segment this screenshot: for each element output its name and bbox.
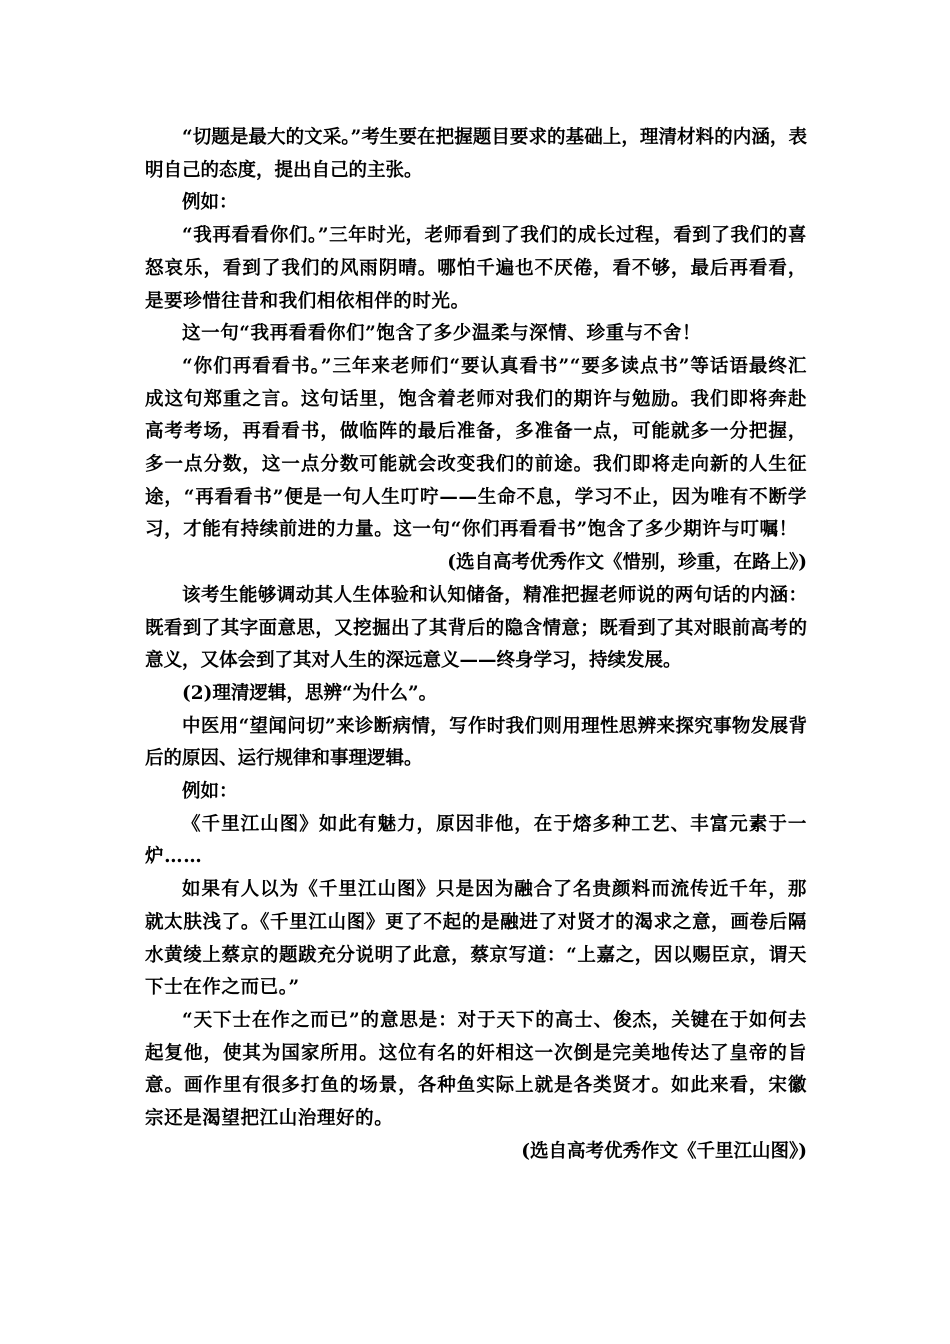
- paragraph-example-quote: “天下士在作之而已”的意思是：对于天下的高士、俊杰，关键在于如何去起复他，使其为国家所用。这位有名的奸相这一次倒是完美地传达了皇帝的旨意。画作里有很多打鱼的场景，各种鱼实际上就是各类贤才。如此来看，宋徽宗还是渴望把江山治理好的。: [145, 1009, 807, 1130]
- paragraph-example-quote: 这一句“我再看看你们”饱含了多少温柔与深情、珍重与不舍！: [182, 323, 702, 345]
- paragraph-example-quote: “我再看看你们。”三年时光，老师看到了我们的成长过程，看到了我们的喜怒哀乐，看到了我们的风雨阴晴。哪怕千遍也不厌倦，看不够，最后再看看，是要珍惜往昔和我们相依相伴的时光。: [145, 225, 807, 312]
- paragraph-commentary: 该考生能够调动其人生体验和认知储备，精准把握老师说的两句话的内涵：既看到了其字面意思，又挖掘出了其背后的隐含情意；既看到了其对眼前高考的意义，又体会到了其对人生的深远意义——终身学习，持续发展。: [145, 584, 807, 672]
- source-citation: (选自高考优秀作文《千里江山图》): [521, 1140, 807, 1162]
- source-citation: (选自高考优秀作文《惜别，珍重，在路上》): [447, 552, 807, 574]
- paragraph-example-quote: 如果有人以为《千里江山图》只是因为融合了名贵颜料而流传近千年，那就太肤浅了。《千里江山图》更了不起的是融进了对贤才的渴求之意，画卷后隔水黄绫上蔡京的题跋充分说明了此意，蔡京写道：“上嘉之，因以赐臣京，谓天下士在作之而已。”: [145, 879, 807, 999]
- paragraph-thesis: “切题是最大的文采。”考生要在把握题目要求的基础上，理清材料的内涵，表明自己的态度，提出自己的主张。: [145, 127, 807, 181]
- paragraph-example-label: 例如：: [182, 192, 238, 214]
- paragraph-example-quote: 《千里江山图》如此有魅力，原因非他，在于熔多种工艺、丰富元素于一炉……: [145, 813, 807, 868]
- paragraph-example-label: 例如：: [182, 781, 238, 803]
- document-body: [145, 122, 807, 1169]
- section-heading: (2)理清逻辑，思辨“为什么”。: [182, 682, 438, 704]
- paragraph-example-quote: “你们再看看书。”三年来老师们“要认真看书”“要多读点书”等话语最终汇成这句郑重之言。这句话里，饱含着老师对我们的期许与勉励。我们即将奔赴高考考场，再看看书，做临阵的最后准备，多准备一点，可能就多一分把握，多一点分数，这一点分数可能就会改变我们的前途。我们即将走向新的人生征途，“再看看书”便是一句人生叮咛——生命不息，学习不止，因为唯有不断学习，才能有持续前进的力量。这一句“你们再看看书”饱含了多少期许与叮嘱！: [145, 355, 807, 541]
- paragraph-explanation: 中医用“望闻问切”来诊断病情，写作时我们则用理性思辨来探究事物发展背后的原因、运行规律和事理逻辑。: [145, 715, 807, 770]
